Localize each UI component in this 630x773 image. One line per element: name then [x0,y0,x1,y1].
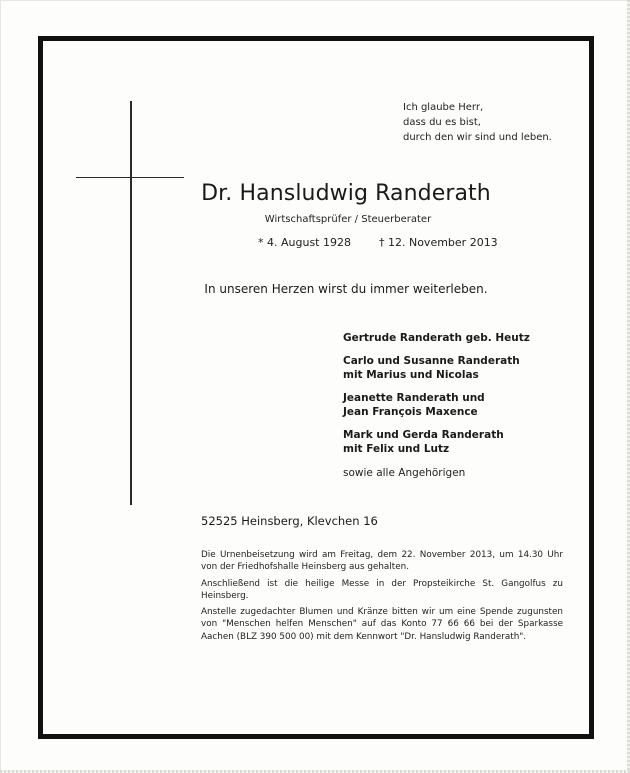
notice-paragraph: Anstelle zugedachter Blumen und Kränze bitten wir um eine Spende zugunsten von "Menschen helfen Menschen" auf das Konto 77 66 66 bei der Sparkasse Aachen (BLZ 390 500 00) mit dem Kennwort "Dr. Hansludwig Randerath". [201,607,563,642]
mourner-group [343,428,530,456]
obituary-frame [38,36,594,739]
mourner-line: mit Felix und Lutz [343,443,450,455]
birth-date: * 4. August 1928 [258,236,351,249]
death-date: † 12. November 2013 [378,236,498,249]
mourner-line: mit Marius und Nicolas [343,369,479,381]
memorial-motto: In unseren Herzen wirst du immer weiterleben. [204,282,488,296]
quote-line: durch den wir sind und leben. [403,132,552,143]
life-dates [258,236,498,249]
bible-quote [403,100,552,145]
mourner-group [343,354,530,382]
cross-icon-horizontal [76,177,184,178]
mourner-line: Gertrude Randerath geb. Heutz [343,332,530,344]
quote-line: Ich glaube Herr, [403,102,484,113]
mourners-list [343,331,530,465]
relatives-line: sowie alle Angehörigen [343,467,466,479]
mourner-line: Jean François Maxence [343,406,478,418]
mourner-line: Jeanette Randerath und [343,392,485,404]
mourner-group [343,391,530,419]
deceased-name: Dr. Hansludwig Randerath [201,181,491,206]
notice-paragraph: Anschließend ist die heilige Messe in der Propsteikirche St. Gangolfus zu Heinsberg. [201,578,563,601]
family-address: 52525 Heinsberg, Klevchen 16 [201,514,378,528]
mourner-line: Mark und Gerda Randerath [343,429,504,441]
cross-icon-vertical [130,101,132,505]
funeral-notices [201,549,563,647]
notice-paragraph: Die Urnenbeisetzung wird am Freitag, dem 22. November 2013, um 14.30 Uhr von der Friedhofshalle Heinsberg aus gehalten. [201,550,563,573]
mourner-line: Carlo und Susanne Randerath [343,355,520,367]
mourner-group [343,331,530,345]
deceased-profession: Wirtschaftsprüfer / Steuerberater [264,214,432,225]
quote-line: dass du es bist, [403,117,481,128]
